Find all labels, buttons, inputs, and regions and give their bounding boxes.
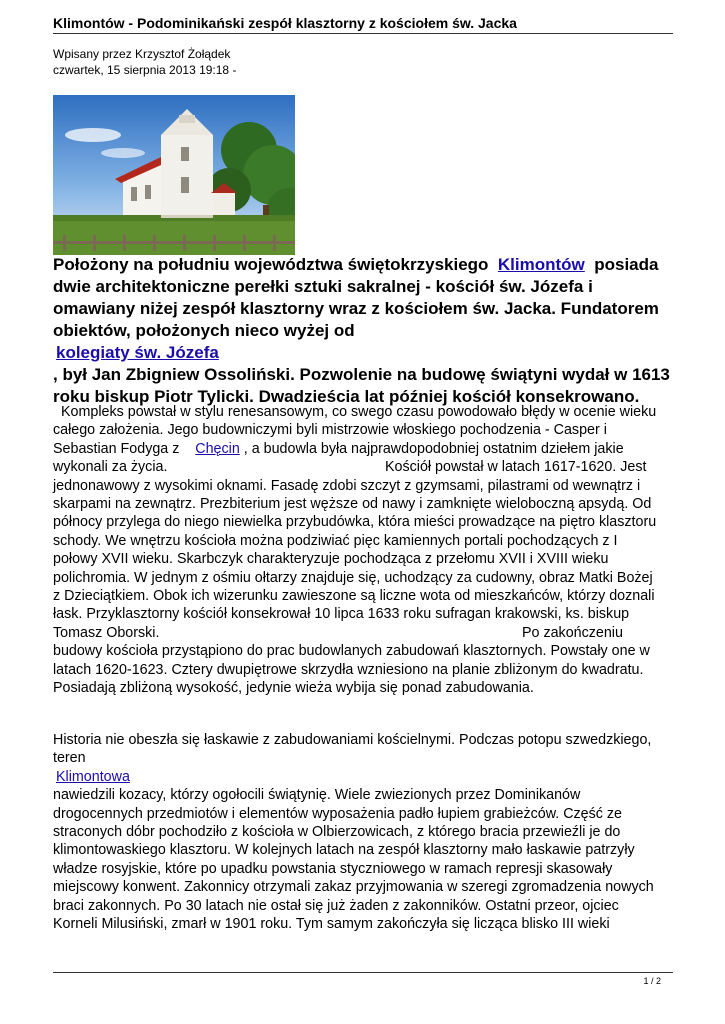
link-kolegiata[interactable]: kolegiaty św. Józefa: [56, 343, 219, 362]
p1-line: skarpami na zewnątrz. Prezbiterium jest węższe od nawy i zamknięte wieloboczną apsydą. Od: [53, 496, 652, 513]
p2-line: straconych dóbr pochodziło z kościoła w Olbierzowicach, z którego bracia przewieźli je do: [53, 824, 621, 841]
p1-line: północy przylega do niego niewielka przybudówka, która mieści prowadzące na piętro klasztoru: [53, 514, 657, 531]
p1-text: Kościół powstał w latach 1617-1620. Jest: [385, 459, 647, 476]
p2-line: braci zakonnych. Po 30 latach nie ostał się już żaden z zakonników. Ostatni przeor, ojciec: [53, 897, 619, 914]
p2-line: klimontowaskiego klasztoru. W kolejnych latach na zespół klasztorny mało łaskawie patrzyły: [53, 842, 635, 859]
lead-line-3: omawiany niżej zespół klasztorny wraz z kościołem św. Jacka. Fundatorem: [53, 299, 659, 318]
page-number: 1 / 2: [643, 976, 661, 986]
p1-line: schody. We wnętrzu kościoła można podziwiać pięc kamiennych portali pochodzących z I: [53, 532, 618, 549]
p2-line: [53, 768, 678, 786]
p2-line: miejscowy konwent. Zakonnicy otrzymali zakaz przyjmowania w szeregi zgromadzenia nowych: [53, 879, 654, 896]
p1-line: [53, 440, 678, 458]
lead-line-2: dwie architektoniczne perełki sztuki sakralnej - kościół św. Józefa i: [53, 277, 593, 296]
document-title: Klimontów - Podominikański zespół klasztorny z kościołem św. Jacka: [53, 15, 517, 31]
p1-text: Tomasz Oborski.: [53, 624, 160, 641]
p1-text: Sebastian Fodyga z: [53, 440, 180, 457]
lead-text-1b: posiada: [594, 255, 659, 274]
lead-line-1: [53, 254, 678, 276]
p1-line: [53, 624, 678, 642]
p2-line: władze rosyjskie, które po upadku powstania styczniowego w ramach represji skasowały: [53, 860, 613, 877]
p1-line: Posiadają zbliżoną wysokość, jedynie wieża wybija się ponad zabudowania.: [53, 680, 534, 697]
body-paragraph-2: [53, 731, 678, 933]
p1-text: wykonali za życia.: [53, 459, 168, 476]
author-line: Wpisany przez Krzysztof Żołądek: [53, 47, 231, 61]
lead-line-6: , był Jan Zbigniew Ossoliński. Pozwolenie na budowę świątyni wydał w 1613: [53, 365, 670, 384]
link-klimontow[interactable]: Klimontów: [497, 255, 585, 274]
p2-line: nawiedzili kozacy, którzy ogołocili świątynię. Wiele zwiezionych przez Dominikanów: [53, 787, 581, 804]
p1-line: łask. Przyklasztorny kościół konsekrował 10 lipca 1633 roku sufragan krakowski, ks. biskup: [53, 606, 630, 623]
lead-line-7: roku biskup Piotr Tylicki. Dwadzieścia lat później kościół konsekrowano.: [53, 387, 640, 406]
p2-line: drogocennych przedmiotów i elementów wyposażenia padło łupiem grabieżców. Część ze: [53, 805, 622, 822]
date-line: czwartek, 15 sierpnia 2013 19:18 -: [53, 63, 237, 77]
lead-line-4: obiektów, położonych nieco wyżej od: [53, 321, 355, 340]
p1-line: polichromia. W jednym z ośmiu ołtarzy znajduje się, uchodzący za cudowny, obraz Matki Bożej: [53, 569, 653, 586]
p1-line: latach 1620-1623. Cztery dwupiętrowe skrzydła wzniesiono na planie zbliżonym do kwadratu.: [53, 661, 644, 678]
p1-line: całego założenia. Jego budowniczymi byli mistrzowie włoskiego pochodzenia - Casper i: [53, 422, 607, 439]
p2-line: teren: [53, 750, 86, 767]
church-photo: [53, 95, 295, 255]
p2-line: Historia nie obeszła się łaskawie z zabudowaniami kościelnymi. Podczas potopu szwedzkiego,: [53, 732, 652, 748]
article-meta: [53, 46, 236, 78]
p1-line: [53, 458, 678, 476]
lead-line-5: [53, 342, 678, 364]
footer-rule: [53, 972, 673, 973]
body-paragraph-1: [53, 403, 678, 698]
p1-line: z Dzieciątkiem. Obok ich wizerunku zawieszone są liczne wota od mieszkańców, którzy doznali: [53, 588, 655, 605]
p1-line: jednonawowy z wysokimi oknami. Fasadę zdobi szczyt z gzymsami, pilastrami od wewnątrz i: [53, 477, 641, 494]
p2-line: Korneli Milusiński, zmarł w 1901 roku. Tym samym zakończyła się licząca blisko III wieki: [53, 916, 610, 933]
p1-line: budowy kościoła przystąpiono do prac budowlanych zabudowań klasztornych. Powstały one w: [53, 643, 650, 660]
p1-text: Po zakończeniu: [522, 624, 623, 641]
p1-text: , a budowla była najprawdopodobniej ostatnim dziełem jakie: [243, 440, 624, 457]
p1-line: połowy XVII wieku. Skarbczyk charakteryzuje pochodząca z przełomu XVII i XVIII wieku: [53, 551, 609, 568]
link-checin[interactable]: Chęcin: [195, 440, 240, 457]
link-klimontowa[interactable]: Klimontowa: [56, 768, 130, 785]
header-rule: [53, 33, 673, 34]
lead-text-1: Położony na południu województwa świętokrzyskiego: [53, 255, 489, 274]
lead-paragraph: [53, 254, 678, 408]
p1-line: Kompleks powstał w stylu renesansowym, co swego czasu powodowało błędy w ocenie wieku: [61, 404, 657, 420]
